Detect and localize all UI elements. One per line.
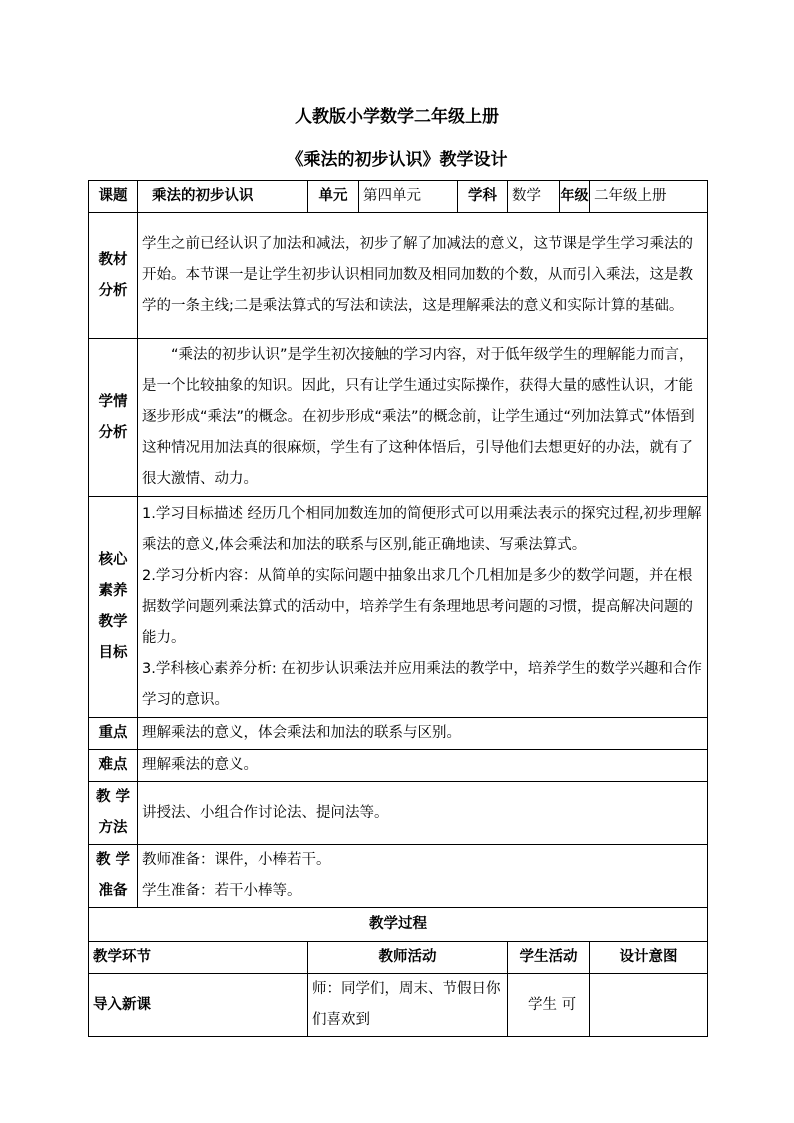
difficulty-text: 理解乘法的意义。 <box>138 750 708 782</box>
goal-item: 1.学习目标描述 经历几个相同加数连加的简便形式可以用乘法表示的探究过程,初步理解乘法的意义,体会乘法和加法的联系与区别,能正确地读、写乘法算式。 <box>142 505 702 553</box>
students-row <box>89 339 708 497</box>
goals-label: 核心 素养 教学 目标 <box>89 497 138 718</box>
goal-item: 2.学习分析内容：从简单的实际问题中抽象出求几个几相加是多少的数学问题，并在根据数学问题列乘法算式的活动中，培养学生有条理地思考问题的习惯，提高解决问题的能力。 <box>142 567 693 646</box>
teacher-activity-cell: 师：同学们，周末、节假日你们喜欢到 <box>308 974 508 1037</box>
subject-value: 数学 <box>508 181 560 213</box>
column-teacher-activity: 教师活动 <box>308 942 508 974</box>
key-point-row <box>89 718 708 750</box>
topic-label: 课题 <box>89 181 138 213</box>
process-row <box>89 974 708 1037</box>
header-row <box>89 181 708 213</box>
process-heading: 教学过程 <box>89 908 708 942</box>
preparation-text <box>138 845 708 908</box>
process-heading-row <box>89 908 708 942</box>
design-intent-cell <box>590 974 708 1037</box>
grade-value: 二年级上册 <box>590 181 708 213</box>
key-point-text: 理解乘法的意义，体会乘法和加法的联系与区别。 <box>138 718 708 750</box>
material-row <box>89 213 708 339</box>
key-point-label: 重点 <box>89 718 138 750</box>
students-text: “乘法的初步认识”是学生初次接触的学习内容，对于低年级学生的理解能力而言，是一个比较抽象的知识。因此，只有让学生通过实际操作，获得大量的感性认识，才能逐步形成“乘法”的概念。在初步形成“乘法”的概念前，让学生通过“列加法算式”体悟到这种情况用加法真的很麻烦，学生有了这种体悟后，引导他们去想更好的办法，就有了很大激情、动力。 <box>138 339 708 497</box>
goals-row <box>89 497 708 718</box>
methods-text: 讲授法、小组合作讨论法、提问法等。 <box>138 782 708 845</box>
material-text: 学生之前已经认识了加法和减法，初步了解了加减法的意义，这节课是学生学习乘法的开始。本节课一是让学生初步认识相同加数及相同加数的个数，从而引入乘法，这是教学的一条主线;二是乘法算式的写法和读法，这是理解乘法的意义和实际计算的基础。 <box>138 213 708 339</box>
unit-value: 第四单元 <box>359 181 458 213</box>
process-columns-row <box>89 942 708 974</box>
topic-value: 乘法的初步认识 <box>138 181 308 213</box>
students-label: 学情 分析 <box>89 339 138 497</box>
column-stage: 教学环节 <box>89 942 308 974</box>
teacher-preparation: 教师准备：课件，小棒若干。 <box>142 852 331 868</box>
document-title: 人教版小学数学二年级上册 <box>295 107 499 127</box>
stage-cell: 导入新课 <box>89 974 308 1037</box>
student-preparation: 学生准备：若干小棒等。 <box>142 883 302 899</box>
lesson-plan-table <box>88 180 708 1037</box>
methods-label: 教 学 方法 <box>89 782 138 845</box>
student-activity-cell: 学生 可 <box>508 974 590 1037</box>
subject-label: 学科 <box>458 181 508 213</box>
goal-item: 3.学科核心素养分析: 在初步认识乘法并应用乘法的教学中，培养学生的数学兴趣和合作学习的意识。 <box>142 660 702 708</box>
column-design-intent: 设计意图 <box>590 942 708 974</box>
methods-row <box>89 782 708 845</box>
document-subtitle: 《乘法的初步认识》教学设计 <box>286 150 508 170</box>
goals-text <box>138 497 708 718</box>
preparation-label: 教 学 准备 <box>89 845 138 908</box>
difficulty-label: 难点 <box>89 750 138 782</box>
unit-label: 单元 <box>308 181 359 213</box>
preparation-row <box>89 845 708 908</box>
column-student-activity: 学生活动 <box>508 942 590 974</box>
grade-label: 年级 <box>560 181 590 213</box>
material-label: 教材 分析 <box>89 213 138 339</box>
difficulty-row <box>89 750 708 782</box>
